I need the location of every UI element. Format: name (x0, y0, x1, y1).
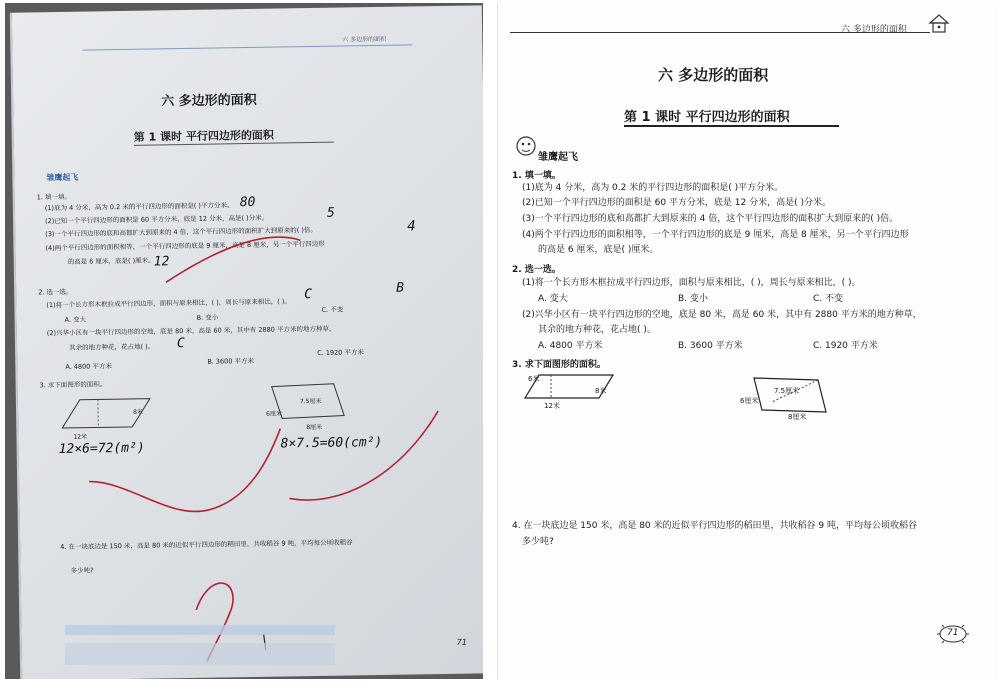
option-a: A. 4800 平方米 (538, 341, 603, 351)
option-b: B. 变小 (678, 294, 708, 304)
photo-section-badge: 雏鹰起飞 (46, 172, 79, 183)
photo-q1-item: (4)两个平行四边形的面积相等，一个平行四边形的底是 9 厘米，高是 8 厘米，另一个平行四边形 (45, 239, 325, 253)
photo-fig1-base-label: 12米 (73, 433, 88, 441)
photo-running-title: 六 多边形的面积 (342, 35, 387, 44)
q1-item: (4)两个平行四边形的面积相等，一个平行四边形的底是 9 厘米，高是 8 厘米，另一个平行四边形 (522, 230, 909, 240)
photo-q1-item: (2)已知一个平行四边形的面积是 60 平方分米，底是 12 分米，高是( )分米。 (44, 213, 269, 226)
photo-option: B. 3600 平方米 (207, 356, 255, 366)
running-title: 六 多边形的面积 (841, 25, 907, 35)
q4-line2: 多少吨? (522, 537, 554, 547)
photo-q2-item2-line2: 其余的地方种花，花占地( )。 (68, 342, 155, 352)
fig1-base-label: 12米 (544, 402, 560, 410)
photo-q2-item2-line1: (2)兴华小区有一块平行四边形的空地，底是 80 米，高是 60 米，其中有 2880 平方米的地方种草， (46, 324, 336, 338)
photo-panel (5, 3, 483, 679)
fig2-slant-label: 6厘米 (740, 397, 759, 405)
hw-answer-q2-1b: B (396, 280, 405, 296)
hw-answer-q2-2: C (176, 336, 185, 352)
photo-q1-heading: 1. 填一填。 (36, 192, 72, 202)
photo-option: C. 1920 平方米 (317, 348, 365, 357)
photo-page-number: 71 (456, 637, 467, 647)
fig2-base-label: 8厘米 (788, 413, 807, 421)
photo-q1-item: (3)一个平行四边形的底和高都扩大到原来的 4 倍，这个平行四边形的面积扩大到原来的( )倍。 (45, 225, 317, 239)
q1-item: (1)底为 4 分米，高为 0.2 米的平行四边形的面积是( )平方分米。 (522, 183, 784, 193)
q3-heading: 3. 求下面图形的面积。 (512, 360, 606, 370)
photo-fig1-slant-label: 8米 (133, 408, 143, 416)
photo-fig2-height-label: 7.5厘米 (299, 397, 322, 406)
fig2-height-label: 7.5厘米 (774, 387, 800, 395)
lesson-underline (624, 125, 839, 127)
q2-item2-line2: 其余的地方种花，花占地( )。 (538, 325, 656, 335)
photo-shadow-band (65, 643, 335, 665)
fig1-slant-label: 8米 (595, 387, 607, 395)
q1-item: 的高是 6 厘米，底是( )厘米。 (538, 245, 659, 255)
q1-heading: 1. 填一填。 (512, 171, 561, 181)
photo-page (10, 5, 483, 679)
hw-answer-q1-4: 12 (153, 254, 170, 270)
section-badge: 雏鹰起飞 (538, 152, 578, 163)
unit-title: 六 多边形的面积 (658, 66, 769, 84)
hw-answer-q1-2: 5 (326, 205, 335, 221)
q2-item1: (1)将一个长方形木框拉成平行四边形，面积与原来相比，( )，周长与原来相比，( )。 (522, 278, 861, 288)
option-b: B. 3600 平方米 (678, 341, 743, 351)
hw-answer-q1-3: 4 (407, 218, 416, 235)
hw-work-q3-fig2: 8×7.5=60(cm²) (280, 434, 383, 452)
page-number: 71 (947, 628, 959, 638)
lesson-title: 第 1 课时 平行四边形的面积 (624, 110, 790, 125)
hw-work-q3-fig1: 12×6=72(m²) (58, 440, 145, 458)
photo-fig2-base-label: 8厘米 (306, 423, 323, 432)
photo-unit-title: 六 多边形的面积 (161, 92, 257, 110)
photo-blue-band (65, 625, 335, 635)
house-icon (926, 12, 952, 34)
photo-q2-heading: 2. 选一选。 (38, 287, 73, 297)
photo-option: A. 变大 (64, 315, 87, 324)
photo-q1-item: 的高是 6 厘米，底是( )厘米。 (67, 256, 155, 266)
photo-fig2-slant-label: 6厘米 (266, 410, 283, 418)
option-c: C. 不变 (813, 294, 844, 304)
option-a: A. 变大 (538, 294, 568, 304)
scan-panel (497, 2, 998, 680)
fig1-height-label: 6米 (528, 375, 540, 383)
photo-q3-heading: 3. 求下面图形的面积。 (39, 380, 107, 390)
photo-option: A. 4800 平方米 (65, 362, 112, 371)
q1-item: (3)一个平行四边形的底和高都扩大到原来的 4 倍，这个平行四边形的面积扩大到原来的( )倍。 (522, 214, 899, 224)
photo-q1-item: (1)底为 4 分米，高为 0.2 米的平行四边形的面积是( )平方分米。 (44, 201, 234, 213)
photo-q4-line1: 4. 在一块底边是 150 米，高是 80 米的近似平行四边形的稻田里，共收稻谷 9 吨，平均每公顷收稻谷 (60, 538, 353, 552)
hw-answer-q2-1a: C (304, 287, 313, 303)
q1-item: (2)已知一个平行四边形的面积是 60 平方分米，底是 12 分米，高是( )分米。 (522, 198, 831, 208)
option-c: C. 1920 平方米 (813, 341, 878, 351)
q4-line1: 4. 在一块底边是 150 米，高是 80 米的近似平行四边形的稻田里，共收稻谷 9 吨，平均每公顷收稻谷 (512, 521, 917, 531)
photo-q2-item1: (1)将一个长方形木框拉成平行四边形，面积与原来相比，( )，周长与原来相比，( )。 (46, 297, 291, 310)
q2-item2-line1: (2)兴华小区有一块平行四边形的空地，底是 80 米，高是 60 米，其中有 2880 平方米的地方种草， (522, 310, 922, 320)
photo-option: C. 不变 (321, 305, 344, 314)
photo-option: B. 变小 (196, 313, 219, 322)
eagle-mascot-icon (512, 132, 540, 160)
photo-q4-line2: 多少吨? (70, 566, 94, 575)
q2-heading: 2. 选一选。 (512, 265, 561, 275)
hw-answer-q1-1: 80 (239, 194, 256, 211)
photo-lesson-title: 第 1 课时 平行四边形的面积 (133, 128, 274, 144)
hw-red-scribbles (12, 5, 483, 679)
